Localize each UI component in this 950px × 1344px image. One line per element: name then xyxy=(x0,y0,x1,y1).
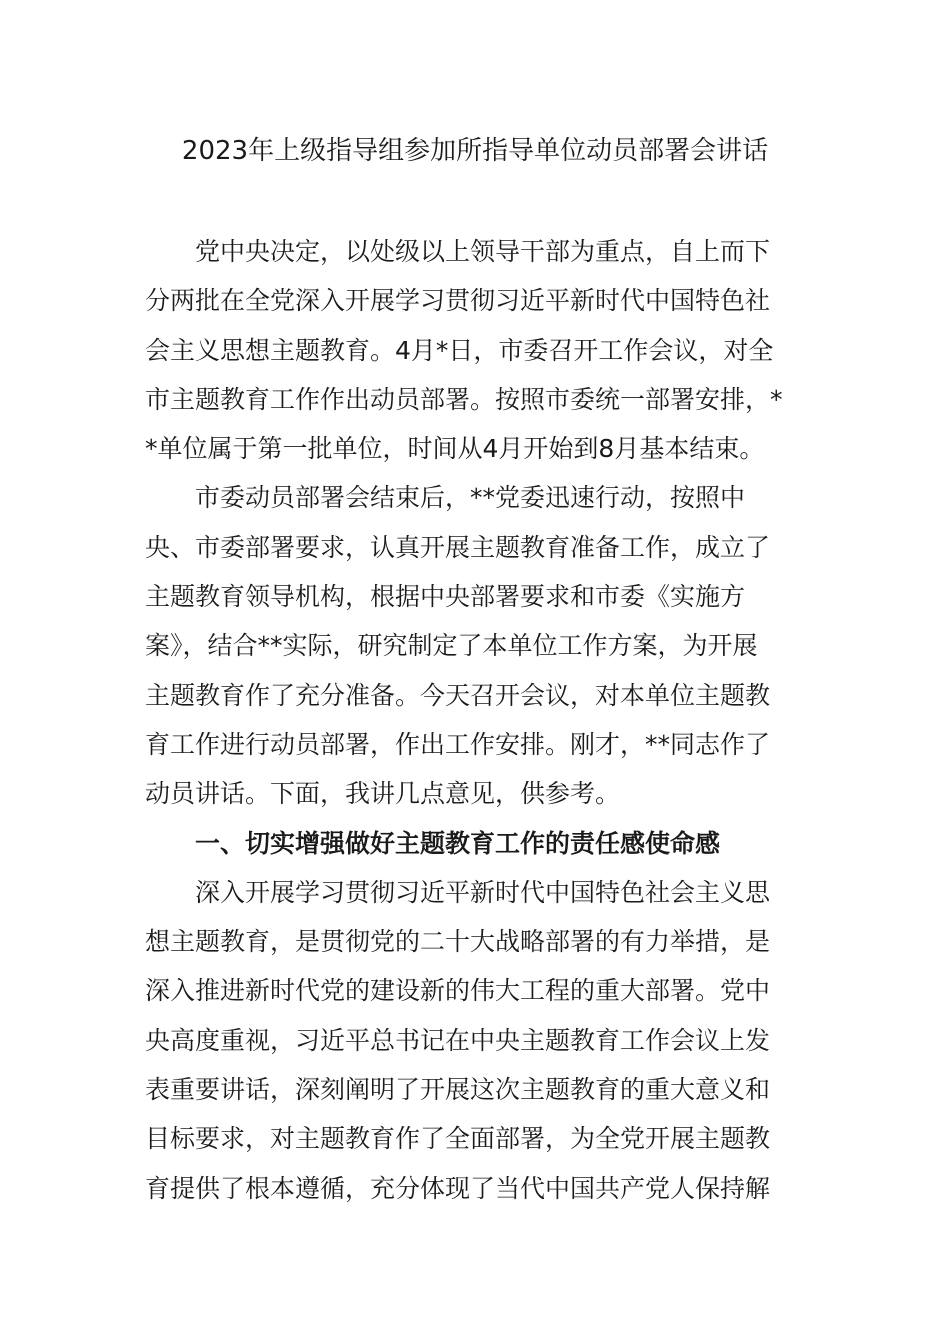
paragraph-line: 育工作进行动员部署，作出工作安排。刚才，**同志作了 xyxy=(145,729,771,759)
section-heading: 一、切实增强做好主题教育工作的责任感使命感 xyxy=(195,828,721,858)
paragraph-line: 主题教育作了充分准备。今天召开会议，对本单位主题教 xyxy=(145,680,771,710)
paragraph-line: 分两批在全党深入开展学习贯彻习近平新时代中国特色社 xyxy=(145,286,771,316)
paragraph-line: 目标要求，对主题教育作了全面部署，为全党开展主题教 xyxy=(145,1124,771,1154)
paragraph-line: 主题教育领导机构，根据中央部署要求和市委《实施方 xyxy=(145,582,746,612)
paragraph-line: 会主义思想主题教育。4月*日，市委召开工作会议，对全 xyxy=(145,335,774,365)
paragraph-line: 党中央决定，以处级以上领导干部为重点，自上而下 xyxy=(195,237,771,266)
paragraph-line: 市委动员部署会结束后，**党委迅速行动，按照中 xyxy=(195,483,746,513)
paragraph-line: 表重要讲话，深刻阐明了开展这次主题教育的重大意义和 xyxy=(145,1075,771,1105)
paragraph-line: 央、市委部署要求，认真开展主题教育准备工作，成立了 xyxy=(145,532,771,562)
paragraph-line: 深入开展学习贯彻习近平新时代中国特色社会主义思 xyxy=(195,877,771,907)
paragraph-line: 想主题教育，是贯彻党的二十大战略部署的有力举措，是 xyxy=(145,927,771,957)
paragraph-line: 案》，结合**实际，研究制定了本单位工作方案，为开展 xyxy=(145,631,758,661)
paragraph-line: 育提供了根本遵循，充分体现了当代中国共产党人保持解 xyxy=(145,1173,771,1203)
paragraph-line: 动员讲话。下面，我讲几点意见，供参考。 xyxy=(145,779,621,809)
document-body xyxy=(145,227,805,1213)
paragraph-line: 深入推进新时代党的建设新的伟大工程的重大部署。党中 xyxy=(145,976,771,1006)
paragraph-line: 央高度重视，习近平总书记在中央主题教育工作会议上发 xyxy=(145,1025,771,1055)
document-title: 2023年上级指导组参加所指导单位动员部署会讲话 xyxy=(181,136,769,166)
paragraph-line: 市主题教育工作作出动员部署。按照市委统一部署安排，* xyxy=(145,384,783,414)
paragraph-line: *单位属于第一批单位，时间从4月开始到8月基本结束。 xyxy=(145,434,765,464)
